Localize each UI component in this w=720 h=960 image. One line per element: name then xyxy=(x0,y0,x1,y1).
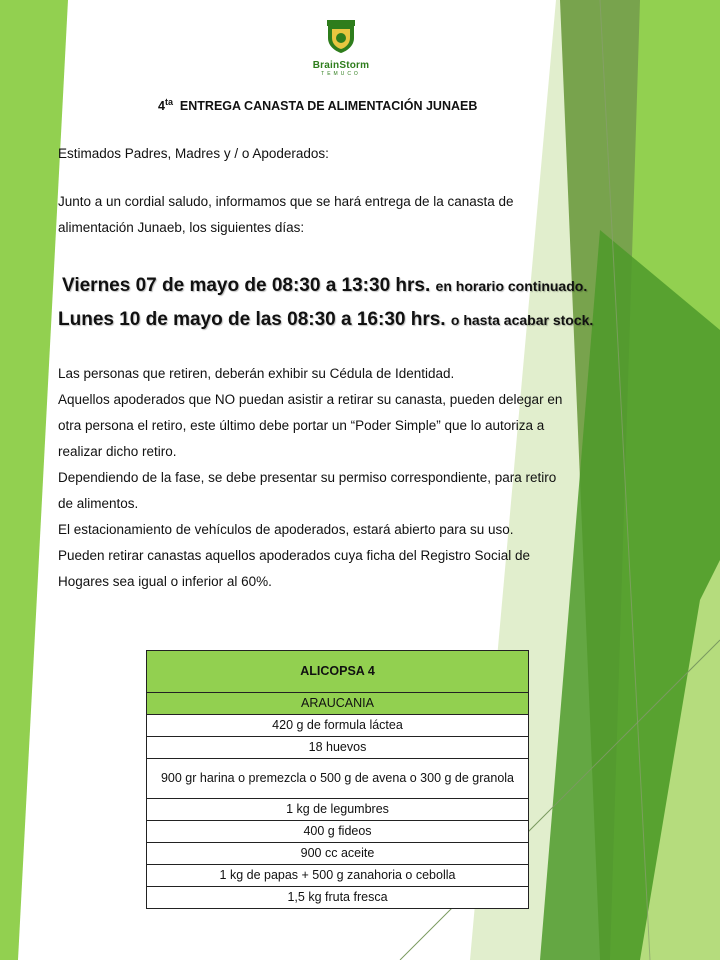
food-basket-table xyxy=(146,650,529,909)
table-row xyxy=(147,821,529,843)
schedule-main: Lunes 10 de mayo de las 08:30 a 16:30 hrs. xyxy=(58,309,446,330)
table-row xyxy=(147,715,529,737)
table-row xyxy=(147,759,529,799)
schedule-note: en horario continuado. xyxy=(435,278,588,294)
table-row xyxy=(147,887,529,909)
body-line: Dependiendo de la fase, se debe presentar su permiso correspondiente, para retiro xyxy=(58,470,557,485)
body-line: Hogares sea igual o inferior al 60%. xyxy=(58,574,272,589)
table-cell: 1 kg de papas + 500 g zanahoria o cebolla xyxy=(147,865,529,887)
page-title xyxy=(158,97,477,113)
greeting: Estimados Padres, Madres y / o Apoderados: xyxy=(58,146,329,161)
logo-name: BrainStorm xyxy=(312,60,370,71)
table-row xyxy=(147,843,529,865)
body-line: El estacionamiento de vehículos de apoderados, estará abierto para su uso. xyxy=(58,522,514,537)
schedule-line xyxy=(58,309,593,331)
table-header-row xyxy=(147,651,529,693)
body-line: Aquellos apoderados que NO puedan asistir a retirar su canasta, pueden delegar en xyxy=(58,392,563,407)
table-cell: 1,5 kg fruta fresca xyxy=(147,887,529,909)
title-text: ENTREGA CANASTA DE ALIMENTACIÓN JUNAEB xyxy=(179,99,478,114)
title-ordinal-suffix: ta xyxy=(164,97,173,107)
table-cell: 18 huevos xyxy=(147,737,529,759)
table-header: ALICOPSA 4 xyxy=(147,651,529,693)
intro-line: alimentación Junaeb, los siguientes días: xyxy=(58,220,305,235)
crest-shield-icon xyxy=(323,18,359,54)
table-cell: 1 kg de legumbres xyxy=(147,799,529,821)
body-line: realizar dicho retiro. xyxy=(58,444,177,459)
logo-city: TEMUCO xyxy=(321,71,361,77)
table-cell: 900 cc aceite xyxy=(147,843,529,865)
body-line: Pueden retirar canastas aquellos apoderados cuya ficha del Registro Social de xyxy=(58,548,531,563)
table-cell: 900 gr harina o premezcla o 500 g de avena o 300 g de granola xyxy=(147,759,529,799)
schedule-note: o hasta acabar stock. xyxy=(450,312,594,328)
title-ordinal: 4 xyxy=(158,99,165,114)
table-cell: 420 g de formula láctea xyxy=(147,715,529,737)
body-line: de alimentos. xyxy=(58,496,139,511)
logo xyxy=(306,18,376,77)
table-cell: 400 g fideos xyxy=(147,821,529,843)
intro-line: Junto a un cordial saludo, informamos que se hará entrega de la canasta de xyxy=(58,194,514,209)
table-row xyxy=(147,799,529,821)
body-line: Las personas que retiren, deberán exhibir su Cédula de Identidad. xyxy=(58,366,455,381)
schedule-line xyxy=(62,275,587,297)
schedule-main: Viernes 07 de mayo de 08:30 a 13:30 hrs. xyxy=(62,275,431,296)
table-region-row xyxy=(147,693,529,715)
table-row xyxy=(147,737,529,759)
table-row xyxy=(147,865,529,887)
table-region: ARAUCANIA xyxy=(147,693,529,715)
body-line: otra persona el retiro, este último debe portar un “Poder Simple” que lo autoriza a xyxy=(58,418,545,433)
